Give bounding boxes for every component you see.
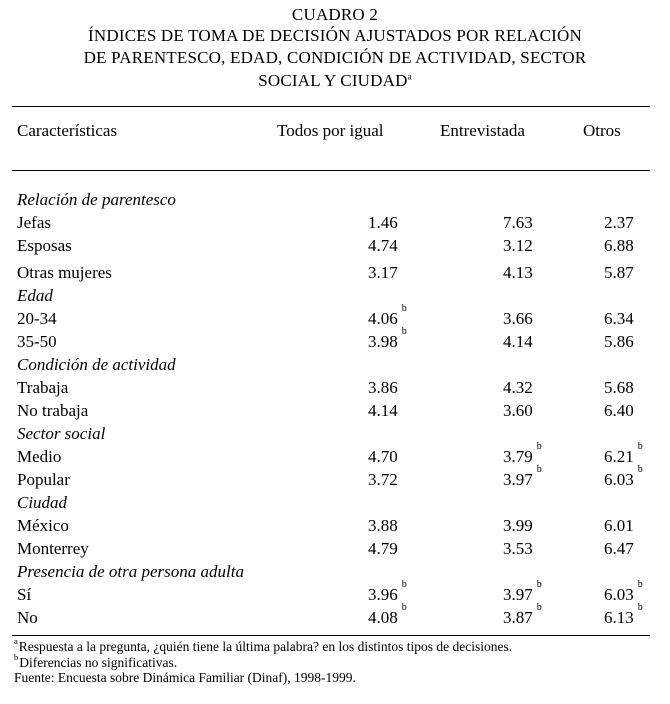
- row-label: Monterrey: [17, 539, 89, 558]
- header-entrevistada: Entrevistada: [440, 121, 525, 140]
- table-cell: [503, 234, 533, 257]
- title-line-1: CUADRO 2: [291, 5, 379, 24]
- table-cell: [604, 579, 643, 606]
- footnote-mark: b: [637, 579, 643, 590]
- table-cell: [368, 376, 398, 399]
- table-cell: [368, 211, 398, 234]
- table-cell: [503, 307, 533, 330]
- table-cell: [368, 602, 407, 629]
- table-cell: [604, 211, 634, 234]
- table-cell: [604, 234, 634, 257]
- row-label: México: [17, 516, 69, 535]
- header-rule: [12, 170, 650, 171]
- section-label: Presencia de otra persona adulta: [17, 562, 244, 581]
- table-cell: [604, 441, 643, 468]
- section-row: [0, 353, 670, 376]
- table-row: [0, 211, 670, 234]
- table-row: [0, 602, 670, 629]
- row-label: Trabaja: [17, 378, 69, 397]
- table-cell: [604, 514, 634, 537]
- table-row: [0, 303, 670, 330]
- footnote-line: [14, 636, 513, 655]
- section-label: Edad: [17, 286, 53, 305]
- table-cell: [503, 211, 533, 234]
- top-rule: [12, 106, 650, 107]
- table-cell: [368, 579, 407, 606]
- section-label: Ciudad: [17, 493, 68, 512]
- table-cell: [368, 399, 398, 422]
- footnote-mark: b: [536, 441, 542, 452]
- table-cell: [503, 537, 533, 560]
- footnote-mark: b: [536, 464, 542, 475]
- footnote-mark: b: [401, 303, 407, 314]
- header-otros: Otros: [583, 121, 621, 140]
- section-label: Condición de actividad: [17, 355, 176, 374]
- table-cell: [503, 261, 533, 284]
- table-cell: [604, 602, 643, 629]
- footnote-mark: b: [401, 579, 407, 590]
- cell-value: 6.34: [604, 309, 634, 328]
- table-cell: [503, 399, 533, 422]
- table-cell: [604, 330, 634, 353]
- footnote-line: [14, 670, 512, 686]
- title-footnote-mark: a: [407, 71, 412, 82]
- table-cell: [503, 514, 533, 537]
- cell-value: 3.88: [368, 516, 398, 535]
- table-row: [0, 376, 670, 399]
- row-label: Jefas: [17, 213, 51, 232]
- cell-value: 3.99: [503, 516, 533, 535]
- row-label: 20-34: [17, 309, 57, 328]
- table-cell: [604, 399, 634, 422]
- table-cell: [368, 261, 398, 284]
- cell-value: 6.03: [604, 585, 634, 604]
- row-label: Medio: [17, 447, 62, 466]
- cell-value: 3.60: [503, 401, 533, 420]
- cell-value: 6.13: [604, 608, 634, 627]
- table-cell: [503, 376, 533, 399]
- bottom-rule: [12, 635, 650, 636]
- table-cell: [503, 602, 542, 629]
- table-row: [0, 326, 670, 353]
- header-caracteristicas: Características: [17, 121, 118, 140]
- table-cell: [368, 514, 398, 537]
- footnote-text: Diferencias no significativas.: [19, 654, 178, 670]
- cell-value: 6.40: [604, 401, 634, 420]
- table-cell: [368, 303, 407, 330]
- cell-value: 5.87: [604, 263, 634, 282]
- cell-value: 3.97: [503, 585, 533, 604]
- row-label: 35-50: [17, 332, 57, 351]
- header-todos-por-igual: Todos por igual: [277, 121, 384, 140]
- table-row: [0, 399, 670, 422]
- cell-value: 3.53: [503, 539, 533, 558]
- cell-value: 7.63: [503, 213, 533, 232]
- section-label: Relación de parentesco: [17, 190, 176, 209]
- cell-value: 4.13: [503, 263, 533, 282]
- table-cell: [604, 376, 634, 399]
- table-row: [0, 579, 670, 606]
- cell-value: 6.03: [604, 470, 634, 489]
- table-cell: [604, 261, 634, 284]
- cell-value: 4.79: [368, 539, 398, 558]
- footnotes: [14, 636, 513, 686]
- cell-value: 4.70: [368, 447, 398, 466]
- title-line-4-text: SOCIAL Y CIUDAD: [258, 71, 408, 90]
- cell-value: 3.17: [368, 263, 398, 282]
- table-cell: [368, 468, 398, 491]
- cell-value: 3.98: [368, 332, 398, 351]
- section-row: [0, 560, 670, 583]
- footnote-mark: b: [14, 651, 19, 662]
- title-line-2: ÍNDICES DE TOMA DE DECISIÓN AJUSTADOS POR RELACIÓN: [88, 26, 582, 45]
- footnote-mark: b: [637, 441, 643, 452]
- table-cell: [368, 445, 398, 468]
- cell-value: 3.87: [503, 608, 533, 627]
- table-cell: [503, 330, 533, 353]
- table-cell: [604, 307, 634, 330]
- cell-value: 3.96: [368, 585, 398, 604]
- section-row: [0, 284, 670, 307]
- table-row: [0, 537, 670, 560]
- cell-value: 4.14: [368, 401, 398, 420]
- cell-value: 6.47: [604, 539, 634, 558]
- footnote-line: [14, 651, 512, 671]
- title-line-4: [0, 70, 670, 91]
- row-label: Popular: [17, 470, 70, 489]
- cell-value: 4.32: [503, 378, 533, 397]
- table-row: [0, 234, 670, 257]
- cell-value: 3.66: [503, 309, 533, 328]
- table-row: [0, 514, 670, 537]
- section-label: Sector social: [17, 424, 106, 443]
- cell-value: 2.37: [604, 213, 634, 232]
- cell-value: 3.97: [503, 470, 533, 489]
- table-body: [0, 188, 670, 629]
- table-cell: [368, 537, 398, 560]
- table-row: [0, 464, 670, 491]
- table-cell: [368, 326, 407, 353]
- row-label: No trabaja: [17, 401, 89, 420]
- footnote-mark: b: [637, 464, 643, 475]
- footnote-mark: b: [401, 602, 407, 613]
- title-line-3: DE PARENTESCO, EDAD, CONDICIÓN DE ACTIVIDAD, SECTOR: [83, 48, 587, 67]
- row-label: Sí: [17, 585, 32, 604]
- footnote-mark: b: [637, 602, 643, 613]
- row-label: No: [17, 608, 38, 627]
- footnote-mark: b: [536, 579, 542, 590]
- cell-value: 1.46: [368, 213, 398, 232]
- footnote-text: Respuesta a la pregunta, ¿quién tiene la última palabra? en los distintos tipos de decisiones.: [18, 639, 513, 654]
- cell-value: 6.21: [604, 447, 634, 466]
- table-row: [0, 441, 670, 468]
- section-row: [0, 422, 670, 445]
- table-row: [0, 261, 670, 284]
- table-cell: [604, 537, 634, 560]
- cell-value: 4.14: [503, 332, 533, 351]
- footnote-mark: a: [14, 636, 18, 646]
- table-cell: [503, 464, 542, 491]
- table-cell: [503, 441, 542, 468]
- table-cell: [368, 234, 398, 257]
- cell-value: 3.79: [503, 447, 533, 466]
- cell-value: 6.01: [604, 516, 634, 535]
- cell-value: 4.08: [368, 608, 398, 627]
- table-cell: [503, 579, 542, 606]
- section-row: [0, 491, 670, 514]
- footnote-text: Fuente: Encuesta sobre Dinámica Familiar (Dinaf), 1998-1999.: [14, 670, 356, 685]
- section-row: [0, 188, 670, 211]
- cell-value: 3.12: [503, 236, 533, 255]
- row-label: Otras mujeres: [17, 263, 112, 282]
- footnote-mark: b: [401, 326, 407, 337]
- cell-value: 5.68: [604, 378, 634, 397]
- cell-value: 6.88: [604, 236, 634, 255]
- cell-value: 4.06: [368, 309, 398, 328]
- row-label: Esposas: [17, 236, 72, 255]
- cell-value: 5.86: [604, 332, 634, 351]
- cell-value: 4.74: [368, 236, 398, 255]
- footnote-mark: b: [536, 602, 542, 613]
- cell-value: 3.72: [368, 470, 398, 489]
- table-cell: [604, 464, 643, 491]
- cell-value: 3.86: [368, 378, 398, 397]
